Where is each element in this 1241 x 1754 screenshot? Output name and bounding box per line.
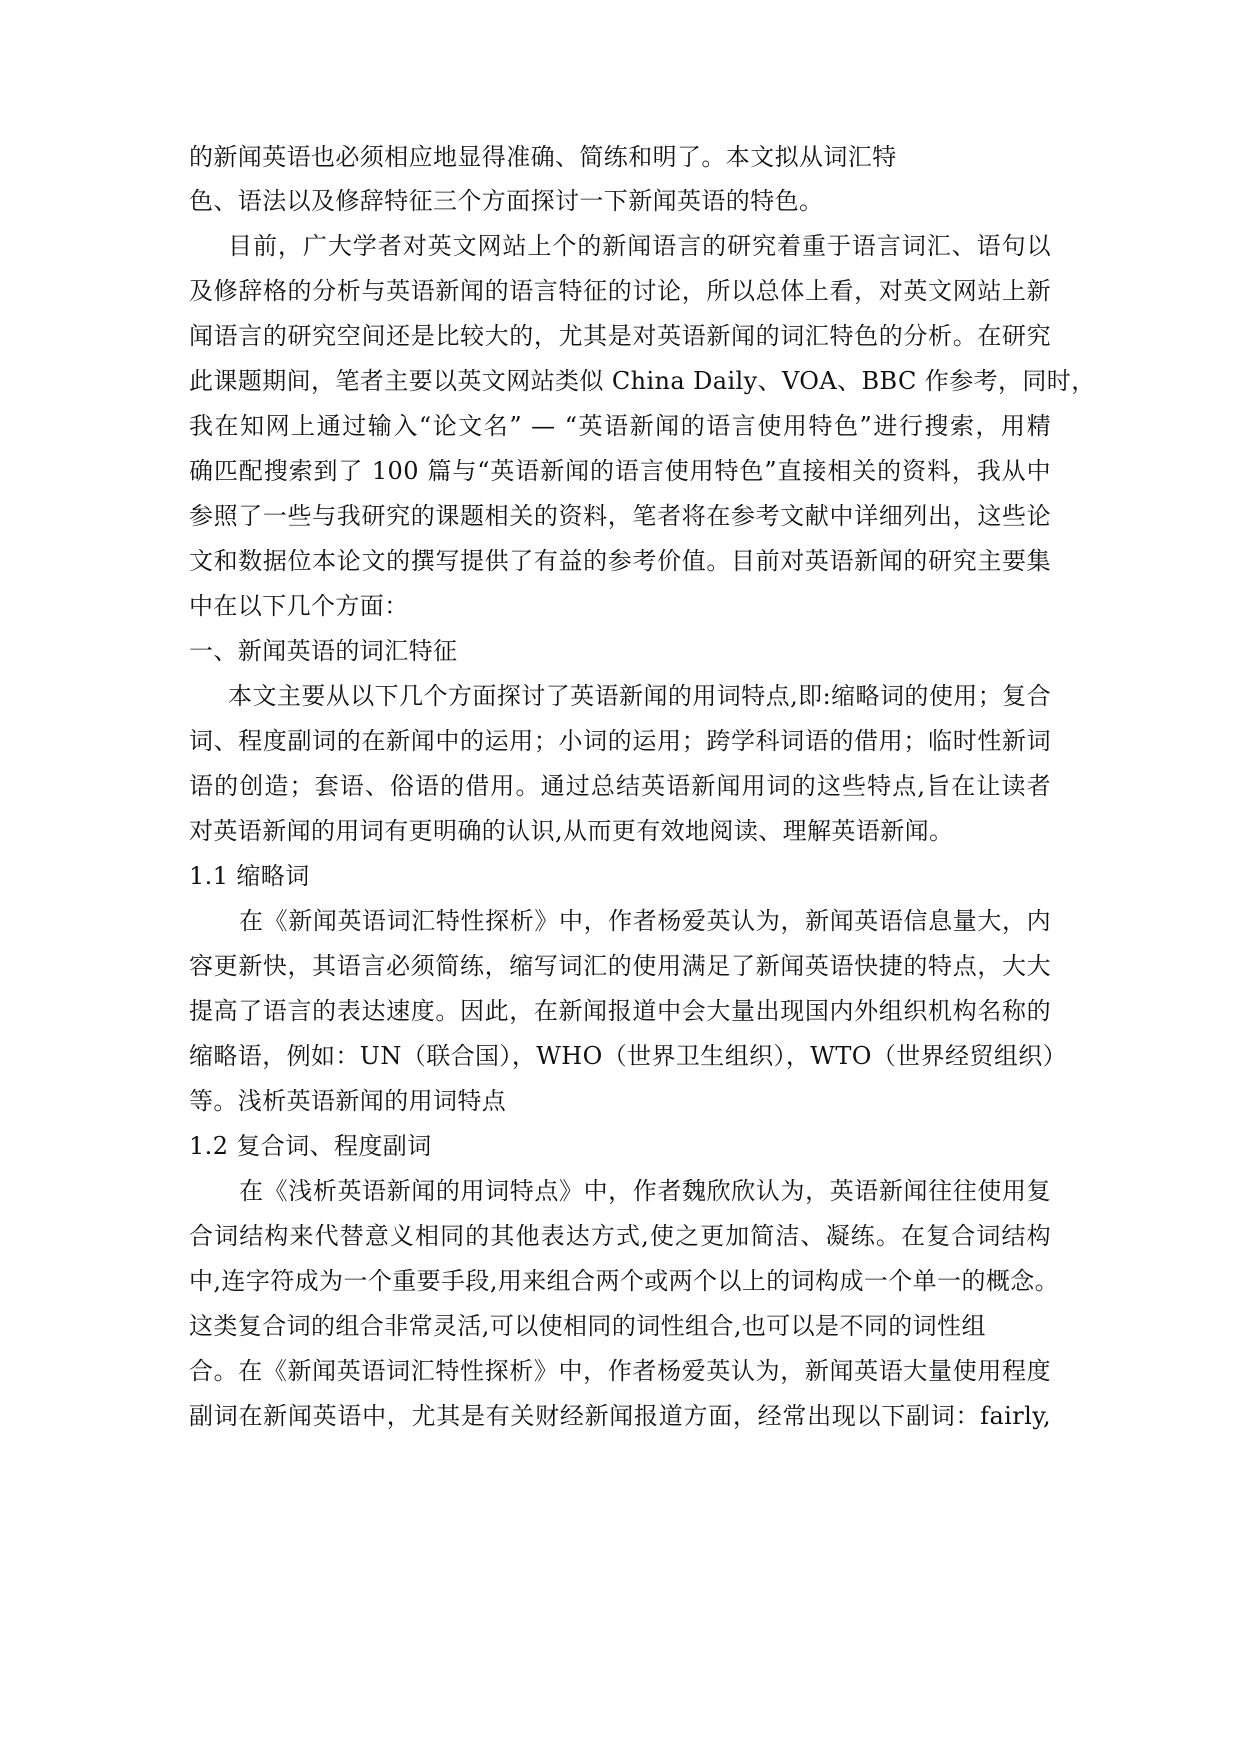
section-heading: 一、新闻英语的词汇特征 (189, 637, 458, 665)
text-line: 提高了语言的表达速度。因此，在新闻报道中会大量出现国内外组织机构名称的 (189, 997, 1051, 1025)
text-line: 缩略语，例如：UN（联合国），WHO（世界卫生组织），WTO（世界经贸组织） (189, 1042, 1068, 1070)
text-line: 闻语言的研究空间还是比较大的，尤其是对英语新闻的词汇特色的分析。在研究 (189, 322, 1051, 350)
text-line: 副词在新闻英语中，尤其是有关财经新闻报道方面，经常出现以下副词：fairly, (189, 1402, 1051, 1430)
text-line: 容更新快，其语言必须简练，缩写词汇的使用满足了新闻英语快捷的特点，大大 (189, 952, 1051, 980)
text-line: 词、程度副词的在新闻中的运用；小词的运用；跨学科词语的借用；临时性新词 (189, 727, 1051, 755)
paragraph-first-line: 在《新闻英语词汇特性探析》中，作者杨爱英认为，新闻英语信息量大，内 (239, 907, 1051, 935)
subsection-heading: 1.2 复合词、程度副词 (189, 1132, 432, 1160)
text-line: 合。在《新闻英语词汇特性探析》中，作者杨爱英认为，新闻英语大量使用程度 (189, 1357, 1051, 1385)
text-line: 语的创造；套语、俗语的借用。通过总结英语新闻用词的这些特点,旨在让读者 (189, 772, 1051, 800)
paragraph-first-line: 在《浅析英语新闻的用词特点》中，作者魏欣欣认为，英语新闻往往使用复 (239, 1177, 1051, 1205)
text-line: 中在以下几个方面： (189, 592, 409, 620)
text-line: 这类复合词的组合非常灵活,可以使相同的词性组合,也可以是不同的词性组 (189, 1312, 986, 1340)
text-line: 的新闻英语也必须相应地显得准确、简练和明了。本文拟从词汇特 (189, 143, 897, 171)
text-line: 我在知网上通过输入“论文名” — “英语新闻的语言使用特色”进行搜索，用精 (189, 412, 1051, 440)
text-line: 对英语新闻的用词有更明确的认识,从而更有效地阅读、理解英语新闻。 (189, 817, 954, 845)
text-line: 参照了一些与我研究的课题相关的资料，笔者将在参考文献中详细列出，这些论 (189, 502, 1051, 530)
paragraph-first-line: 本文主要从以下几个方面探讨了英语新闻的用词特点,即:缩略词的使用；复合 (228, 682, 1051, 710)
text-line: 合词结构来代替意义相同的其他表达方式,使之更加简洁、凝练。在复合词结构 (189, 1222, 1051, 1250)
text-line: 色、语法以及修辞特征三个方面探讨一下新闻英语的特色。 (189, 187, 824, 215)
text-line: 确匹配搜索到了 100 篇与“英语新闻的语言使用特色”直接相关的资料，我从中 (189, 457, 1051, 485)
subsection-heading: 1.1 缩略词 (189, 862, 310, 890)
text-line: 文和数据位本论文的撰写提供了有益的参考价值。目前对英语新闻的研究主要集 (189, 547, 1051, 575)
paragraph-first-line: 目前，广大学者对英文网站上个的新闻语言的研究着重于语言词汇、语句以 (228, 232, 1051, 260)
text-line: 此课题期间，笔者主要以英文网站类似 China Daily、VOA、BBC 作参考，同时， (189, 367, 1096, 395)
text-line: 及修辞格的分析与英语新闻的语言特征的讨论，所以总体上看，对英文网站上新 (189, 277, 1051, 305)
text-line: 等。浅析英语新闻的用词特点 (189, 1087, 507, 1115)
text-line: 中,连字符成为一个重要手段,用来组合两个或两个以上的词构成一个单一的概念。 (189, 1267, 1060, 1295)
